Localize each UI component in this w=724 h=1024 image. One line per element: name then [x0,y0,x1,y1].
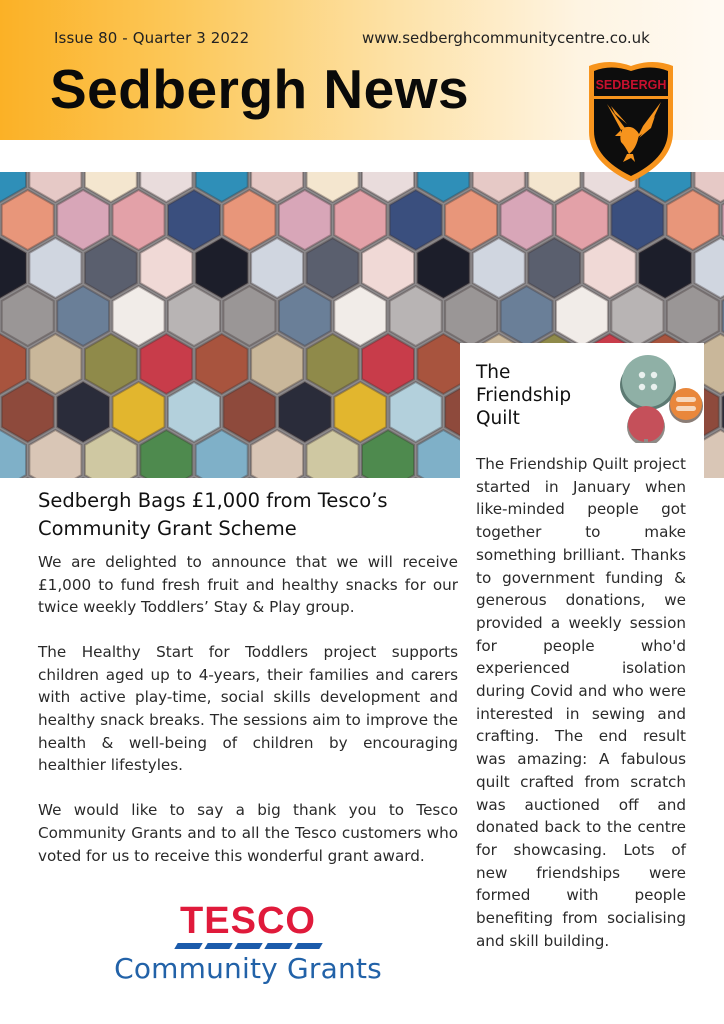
quilt-hexagon [223,382,275,442]
quilt-hexagon [445,190,497,250]
quilt-hexagon [29,334,81,394]
quilt-hexagon [556,286,608,346]
quilt-hexagon [2,382,54,442]
quilt-hexagon [279,286,331,346]
quilt-hexagon [251,334,303,394]
quilt-hexagon [168,382,220,442]
quilt-hexagon [113,286,165,346]
quilt-hexagon [29,238,81,298]
tesco-stripes-icon [88,943,408,949]
quilt-hexagon [113,190,165,250]
buttons-icon [618,351,704,443]
quilt-hexagon [168,190,220,250]
quilt-hexagon [334,190,386,250]
quilt-hexagon [334,382,386,442]
tesco-wordmark: TESCO [180,900,316,942]
quilt-hexagon [279,190,331,250]
panel-body: The Friendship Quilt project started in January when like-minded people got together to make something brilliant. Thanks to government funding & generous donations, we provided a weekly session for people who'd experienced isolation during Covid and who were interested in sewing and crafting. The end result was amazing: A fabulous quilt crafted from scratch was auctioned off and donated back to the centre for showcasing. Lots of new friendships were formed with people benefiting from socialising and skill building. [476,455,686,950]
quilt-hexagon [584,238,636,298]
quilt-hexagon [196,238,248,298]
quilt-hexagon [501,286,553,346]
quilt-hexagon [334,286,386,346]
quilt-hexagon [501,190,553,250]
quilt-hexagon [417,238,469,298]
quilt-hexagon [611,190,663,250]
quilt-hexagon [57,286,109,346]
website-link[interactable]: www.sedberghcommunitycentre.co.uk [362,29,650,47]
quilt-hexagon [85,238,137,298]
quilt-hexagon [113,382,165,442]
quilt-hexagon [140,238,192,298]
quilt-hexagon [251,238,303,298]
quilt-hexagon [473,238,525,298]
article-paragraph: We would like to say a big thank you to Tesco Community Grants and to all the Tesco customers who voted for us to receive this wonderful grant award. [38,801,458,865]
quilt-hexagon [445,286,497,346]
quilt-hexagon [168,286,220,346]
quilt-hexagon [307,334,359,394]
quilt-hexagon [362,238,414,298]
article-paragraph: We are delighted to announce that we will receive £1,000 to fund fresh fruit and healthy snacks for our twice weekly Toddlers’ Stay & Play group. [38,553,458,617]
article-paragraph: The Healthy Start for Toddlers project supports children aged up to 4-years, their families and carers with active play-time, social skills development and healthy snack breaks. The sessions aim to improve the health & well-being of children by encouraging healthier lifestyles. [38,643,458,775]
issue-label: Issue 80 - Quarter 3 2022 [54,29,250,47]
quilt-hexagon [223,190,275,250]
quilt-hexagon [2,190,54,250]
quilt-hexagon [528,238,580,298]
quilt-hexagon [57,190,109,250]
quilt-hexagon [223,286,275,346]
shield-text: SEDBERGH [595,78,667,92]
panel-title: The Friendship Quilt [476,362,572,429]
quilt-hexagon [556,190,608,250]
tesco-subtitle: Community Grants [114,952,382,985]
quilt-hexagon [2,286,54,346]
quilt-hexagon [85,334,137,394]
newsletter-title: Sedbergh News [50,58,470,120]
tesco-article [38,487,458,890]
quilt-hexagon [667,190,719,250]
quilt-hexagon [390,382,442,442]
article-title: Sedbergh Bags £1,000 from Tesco’s Community Grant Scheme [38,489,388,540]
quilt-hexagon [307,238,359,298]
friendship-quilt-panel [460,343,704,1024]
quilt-hexagon [362,334,414,394]
quilt-hexagon [611,286,663,346]
quilt-hexagon [140,334,192,394]
quilt-hexagon [279,382,331,442]
tesco-community-grants-logo [88,902,408,1002]
quilt-hexagon [57,382,109,442]
quilt-hexagon [639,238,691,298]
quilt-hexagon [390,286,442,346]
quilt-hexagon [667,286,719,346]
quilt-hexagon [390,190,442,250]
sedbergh-shield-logo [585,58,677,184]
quilt-hexagon [196,334,248,394]
